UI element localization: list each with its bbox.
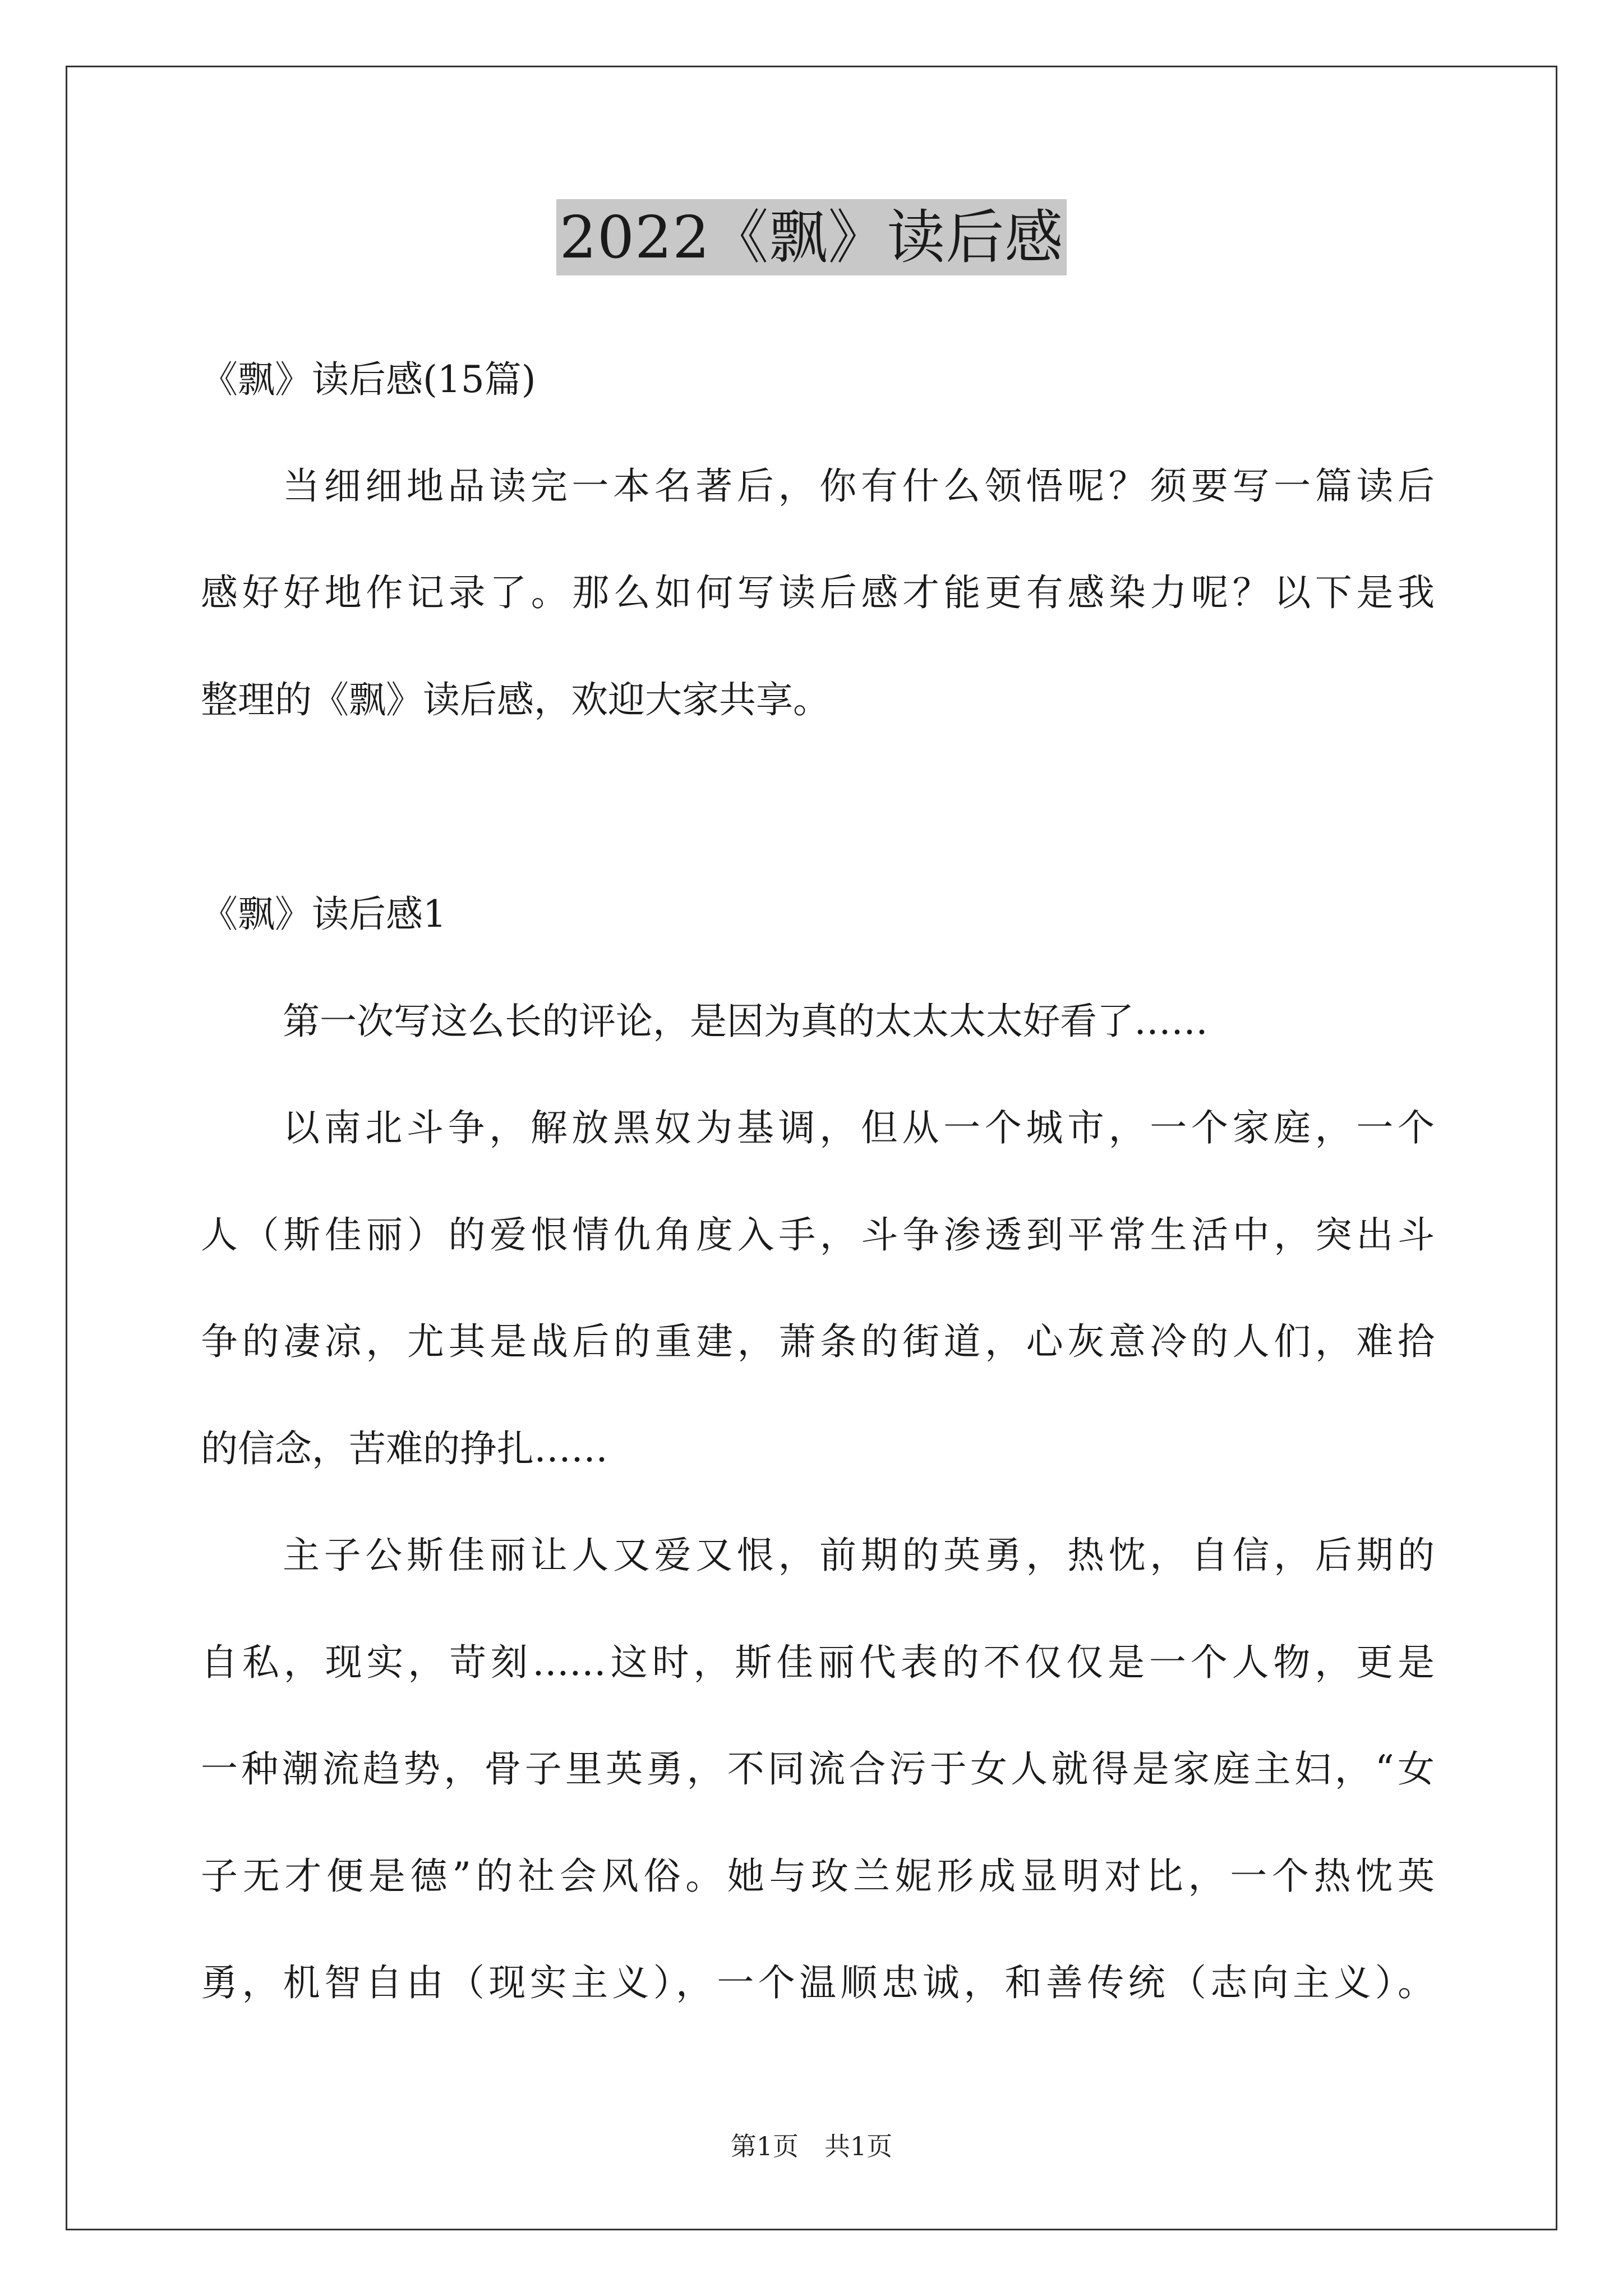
intro-line-2: 感好好地作记录了。那么如何写读后感才能更有感染力呢？以下是我	[201, 571, 1435, 614]
body-line-4: 争的凄凉，尤其是战后的重建，萧条的街道，心灰意冷的人们，难拾	[201, 1320, 1435, 1363]
body-line-3: 人（斯佳丽）的爱恨情仇角度入手，斗争渗透到平常生活中，突出斗	[201, 1213, 1435, 1257]
body-line-2: 以南北斗争，解放黑奴为基调，但从一个城市，一个家庭，一个	[283, 1106, 1435, 1149]
body-line-10: 勇，机智自由（现实主义），一个温顺忠诚，和善传统（志向主义）。	[201, 1961, 1435, 2004]
body-line-1: 第一次写这么长的评论，是因为真的太太太太好看了……	[283, 1000, 1208, 1043]
intro-line-3: 整理的《飘》读后感，欢迎大家共享。	[201, 678, 830, 721]
section-heading: 《飘》读后感1	[201, 892, 446, 936]
body-line-7: 自私，现实，苛刻……这时，斯佳丽代表的不仅仅是一个人物，更是	[201, 1641, 1435, 1684]
page-footer: 第1页 共1页	[730, 2131, 893, 2161]
title-container	[0, 199, 1623, 275]
body-line-6: 主子公斯佳丽让人又爱又恨，前期的英勇，热忱，自信，后期的	[283, 1534, 1435, 1577]
intro-line-1: 当细细地品读完一本名著后，你有什么领悟呢？须要写一篇读后	[283, 464, 1435, 508]
body-line-5: 的信念，苦难的挣扎……	[201, 1427, 608, 1470]
body-line-9: 子无才便是德”的社会风俗。她与玫兰妮形成显明对比，一个热忱英	[201, 1855, 1435, 1898]
document-title: 2022《飘》读后感	[556, 199, 1067, 275]
body-line-8: 一种潮流趋势，骨子里英勇，不同流合污于女人就得是家庭主妇，“女	[201, 1747, 1435, 1791]
document-subtitle: 《飘》读后感(15篇)	[201, 358, 536, 401]
